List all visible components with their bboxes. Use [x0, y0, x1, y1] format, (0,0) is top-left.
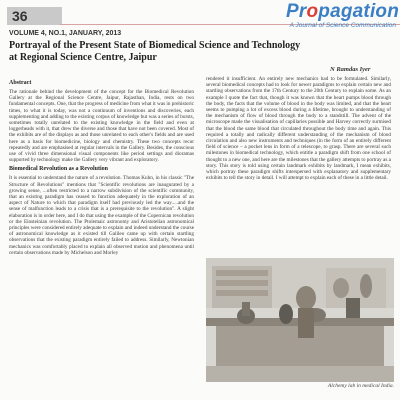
figure-caption: Alchemy lab in medical India.	[327, 383, 394, 389]
section-text: It is essential to understand the nature of a revolution. Thomas Kuhn, in his classic "The Structure of Revolutions" mentions that "Scientific revolutions are inaugurated by a growing sense, ...often restricted to a narrow subdivision of the scientific community, that an existing paradigm has ceased to function adequately in the exploration of an aspect of Nature to which that paradigm itself had previously led the way.....and the sense of malfunction leads to a crisis that is a prerequisite to the revolution". A slight elaboration is in order here, and I do that using the example of the Copernican revolution or the Einsteinian revolution. The Ptolemaic astronomy and Aristotelian astronomical principles were considered entirely adequate to explain and indeed understand the course of astronomical knowledge as it existed till Galileo came up with certain startling observations that the existing paradigm entirely failed to address. Similarly, Newtonian mechanics was comfortably placed to explain all observed motion and phenomena until certain observations made by Michelson and Morley	[9, 175, 194, 256]
page-number: 36	[7, 7, 62, 25]
article-author: N Ramdas Iyer	[330, 66, 371, 73]
right-column	[206, 76, 391, 184]
photo-illustration	[206, 258, 394, 382]
journal-subtitle: A Journal of Science Communication	[289, 22, 396, 29]
journal-name-o-mark: o	[306, 1, 319, 22]
left-column	[9, 80, 194, 259]
right-column-text: rendered it insufficient. An entirely new mechanics had to be formulated. Similarly, several biomedical concepts had to look for newer paradigms to explain certain new and startling observations from the 17th Century to the 20th Century to explain some. As an example I quote the fact that, though it was known that the heart pumps blood through the body, the facts that the volume of blood in the body was limited, and that the heart seems to pumping a lot of excess blood during a lifetime, brought to understanding of the mechanism of flow of blood through the body to a standstill. The advent of the microscope made the visualisation of capillaries possible and Harvey correctly surmised that the blood the same blood that circulated throughout the body time and again. This required a totally and radically different understanding of the mechanism of blood circulation and also new instruments and techniques (in the form of an entirely different field of science – a pocket lens in form of a telescope, to grasp. There are several such milestones in biomedical technology, which entitle a paradigm shift from one school of thought to a new one, and here are the milestones that the gallery attempts to portray as a story. This story is told using certain landmark exhibits by landmark, I mean exhibits, which portray these paradigm shifts interspersed with explanatory and supplementary exhibits to tell the story in detail. I will attempt to explain each of these in a little detail.	[206, 76, 391, 182]
alchemy-lab-photo	[206, 258, 394, 382]
journal-logo	[286, 1, 400, 32]
section-heading: Biomedical Revolution as a Revolution	[9, 166, 109, 173]
abstract-heading: Abstract	[9, 80, 32, 86]
journal-name-part-2: pagation	[318, 1, 400, 22]
article-title: Portrayal of the Present State of Biomedical Science and Technology at Regional Science Centre, Jaipur	[9, 40, 301, 63]
abstract-text: The rationale behind the development of the concept for the Biomedical Revolution Gallery at the Regional Science Centre, Jaipur, Rajasthan, India, rests on two fundamental concepts. One, that the progress of medicine from what it was in prehistoric times, to what it is today, was not a continuum of inventions and discoveries, each supplementing and adding to the existing corpus of knowledge but was a series of bursts, sometimes totally unrelated to the existing knowledge in the field and even at loggerheads with it, that drew the diverse and those that have not been covered. Most of the exhibits are of the displays as and those unrelated to each other's fields and are used here as a basis for biomedicine, biology and chemistry. These two concepts recur repeatedly and are emphasised at regular intervals in the Gallery. Besides, the conscious use of vivid three dimensional visual components like period settings and dioramas supported by technology make the Gallery very vibrant and exploratory.	[9, 89, 194, 164]
journal-name-part-1: Pr	[286, 1, 307, 22]
volume-line: VOLUME 4, NO.1, JANUARY, 2013	[9, 30, 122, 37]
journal-name	[286, 1, 400, 22]
